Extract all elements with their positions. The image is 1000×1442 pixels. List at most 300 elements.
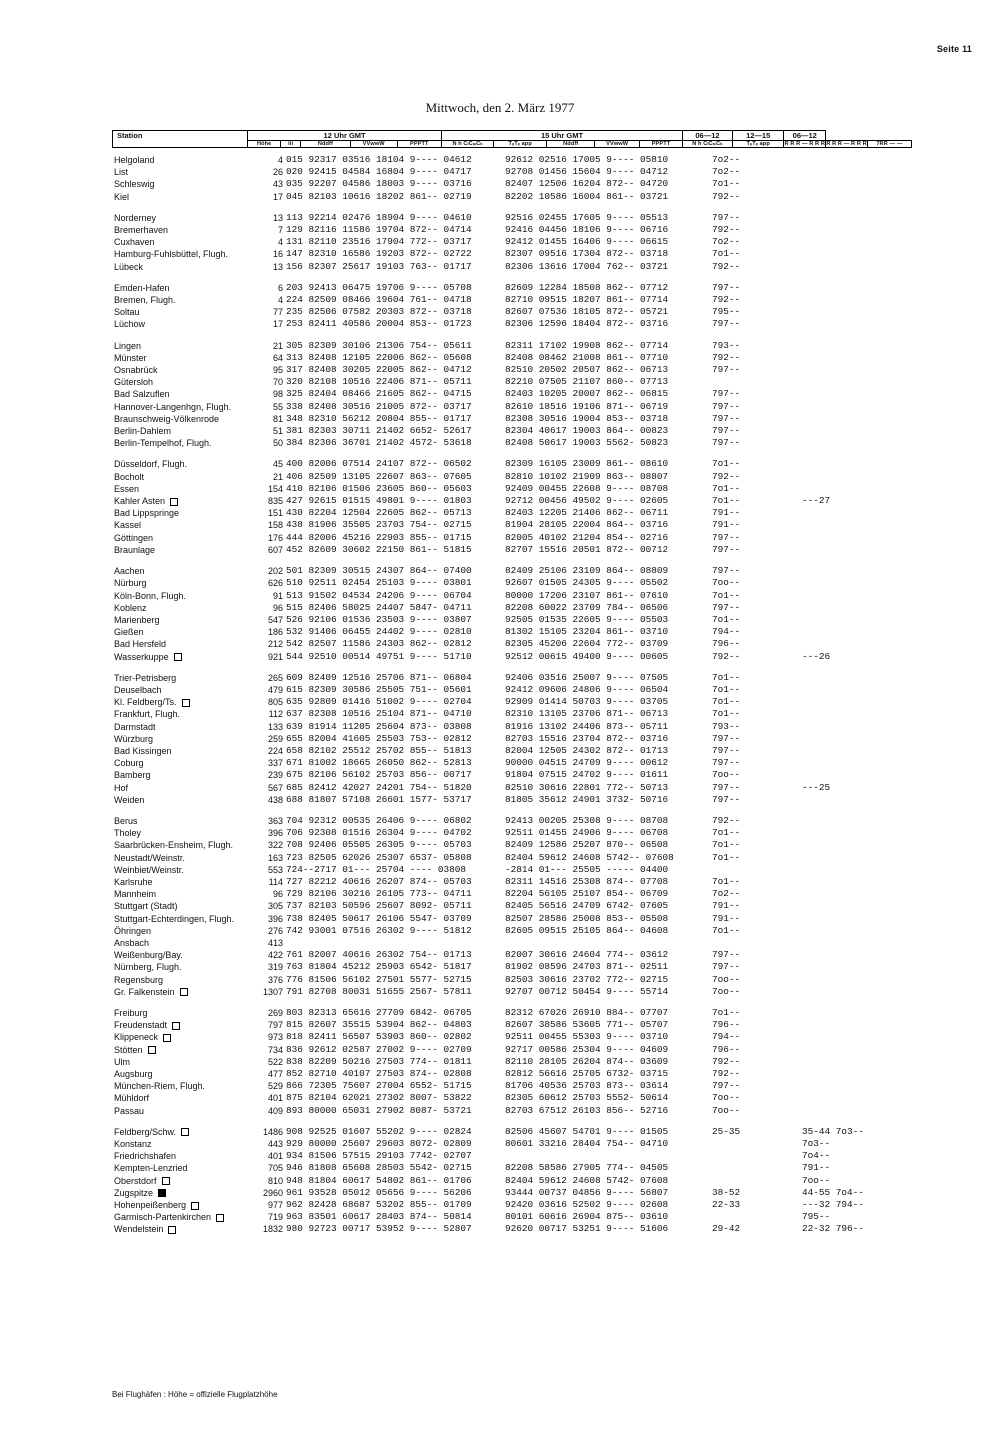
precipitation-code: 7o1-- xyxy=(712,924,741,936)
precipitation-code: 7oo-- xyxy=(712,973,741,985)
observation-15-utc: 92516 02455 17605 9---- 05513 xyxy=(505,211,669,223)
station-name: Soltau xyxy=(114,307,140,318)
table-row xyxy=(112,1175,912,1187)
station-name: Deuselbach xyxy=(114,684,162,695)
observation-12-utc: 763 81804 45212 25903 6542- 51817 xyxy=(286,961,472,973)
station-name: Freudenstadt xyxy=(112,1019,252,1031)
station-name: Emden-Hafen xyxy=(114,282,170,293)
observation-15-utc: 82408 50617 19003 5562- 50823 xyxy=(505,437,669,449)
station-name: Bad Kissingen xyxy=(114,745,172,756)
table-header xyxy=(112,130,912,148)
precipitation-code: 7o2-- xyxy=(712,166,741,178)
observation-12-utc: 658 82102 25512 25702 855-- 51813 xyxy=(286,744,472,756)
observation-15-utc: 82307 09516 17304 872-- 03718 xyxy=(505,248,669,260)
observation-15-utc: 92416 04456 18106 9---- 06716 xyxy=(505,224,669,236)
station-name: Lüchow xyxy=(114,319,146,330)
observation-15-utc: 82404 59612 24608 5742- 07608 xyxy=(505,1174,669,1186)
observation-15-utc: 82403 12205 21406 862-- 06711 xyxy=(505,507,669,519)
station-name: Helgoland xyxy=(114,155,155,165)
station-marker-icon xyxy=(172,1022,180,1030)
precipitation-code: 7oo-- xyxy=(712,577,741,589)
table-row xyxy=(112,294,912,306)
precipitation-code: 797-- xyxy=(712,601,741,613)
precipitation-code: 797-- xyxy=(712,543,741,555)
table-row xyxy=(112,827,912,839)
observation-12-utc: 727 82212 40616 26207 874-- 05703 xyxy=(286,875,472,887)
table-row xyxy=(112,1138,912,1150)
observation-15-utc: 82703 15516 23704 872-- 03716 xyxy=(505,732,669,744)
precipitation-code: 7o1-- xyxy=(712,708,741,720)
observation-12-utc: 655 82004 41605 25503 753-- 02812 xyxy=(286,732,472,744)
table-row xyxy=(112,154,912,166)
observation-12-utc: 776 81506 56102 27501 5577- 52715 xyxy=(286,973,472,985)
observation-15-utc: 82404 59612 24608 5742-- 07608 xyxy=(505,851,674,863)
observation-12-utc: 675 82106 56102 25703 856-- 00717 xyxy=(286,769,472,781)
station-name: Trier-Petrisberg xyxy=(114,672,177,683)
observation-15-utc: 82311 17102 19908 862-- 07714 xyxy=(505,339,669,351)
station-name: Bad Salzuflen xyxy=(114,389,170,400)
station-name: Wendelstein xyxy=(112,1223,252,1235)
table-row xyxy=(112,949,912,961)
observation-15-utc: 82810 10102 21909 863-- 08807 xyxy=(505,470,669,482)
table-row xyxy=(112,937,912,949)
table-row xyxy=(112,1150,912,1162)
observation-15-utc: 81706 40536 25703 873-- 03614 xyxy=(505,1080,669,1092)
precipitation-code: 793-- xyxy=(712,339,741,351)
precipitation-code: 797-- xyxy=(712,757,741,769)
observation-12-utc: 961 93528 05012 05656 9---- 56206 xyxy=(286,1186,472,1198)
station-group xyxy=(112,1007,912,1117)
station-altitude: 607 xyxy=(267,544,283,555)
observation-15-utc: 80000 17206 23107 861-- 07610 xyxy=(505,589,669,601)
precipitation-extra: 795-- xyxy=(802,1211,831,1223)
precipitation-code: 797-- xyxy=(712,412,741,424)
observation-12-utc: 253 82411 40586 20004 853-- 01723 xyxy=(286,318,472,330)
precipitation-code: 7o1-- xyxy=(712,178,741,190)
table-row xyxy=(112,769,912,781)
table-row xyxy=(112,437,912,449)
observation-12-utc: 742 93001 07516 26302 9---- 51812 xyxy=(286,924,472,936)
station-altitude: 77 xyxy=(272,307,283,318)
station-altitude: 21 xyxy=(272,471,283,482)
station-marker-icon xyxy=(158,1189,166,1197)
observation-12-utc: 908 92525 01607 55202 9---- 02824 xyxy=(286,1125,472,1137)
station-name: Göttingen xyxy=(114,532,154,543)
station-name: List xyxy=(114,167,129,178)
precipitation-extra: 44-55 7o4-- xyxy=(802,1186,864,1198)
table-row xyxy=(112,651,912,663)
precipitation-code: 7o1-- xyxy=(712,613,741,625)
station-altitude: 91 xyxy=(272,590,283,601)
table-row xyxy=(112,1162,912,1174)
precipitation-code: 7oo-- xyxy=(712,1092,741,1104)
precipitation-code: 7o1-- xyxy=(712,589,741,601)
station-name: Wasserkuppe xyxy=(112,651,252,663)
header-rr-1: R R R — R R R xyxy=(784,141,825,147)
precipitation-code: 7oo-- xyxy=(712,1104,741,1116)
station-altitude: 239 xyxy=(267,770,283,781)
station-altitude: 4 xyxy=(277,155,283,165)
table-row xyxy=(112,388,912,400)
observation-12-utc: 866 72305 75607 27004 6552- 51715 xyxy=(286,1080,472,1092)
observation-15-utc: 92511 00455 55303 9---- 03710 xyxy=(505,1031,669,1043)
station-name: Kahler Asten xyxy=(112,495,252,507)
observation-15-utc: 82409 12586 25207 870-- 06508 xyxy=(505,839,669,851)
precipitation-code: 792-- xyxy=(712,190,741,202)
precipitation-extra: ---27 xyxy=(802,495,831,507)
precipitation-code: 794-- xyxy=(712,1031,741,1043)
observation-12-utc: 875 82104 62021 27302 8007- 53822 xyxy=(286,1092,472,1104)
precipitation-code: 792-- xyxy=(712,224,741,236)
station-altitude: 51 xyxy=(272,426,283,437)
station-name: Ulm xyxy=(114,1056,130,1067)
station-altitude: 1832 xyxy=(262,1224,283,1235)
station-altitude: 13 xyxy=(272,261,283,272)
table-row xyxy=(112,1056,912,1068)
table-row xyxy=(112,212,912,224)
station-altitude: 4 xyxy=(277,237,283,248)
observation-15-utc: 82703 67512 26103 856-- 52716 xyxy=(505,1104,669,1116)
header-12-clouds: N h CₗCₘCₕ xyxy=(442,141,494,148)
station-altitude: 26 xyxy=(272,167,283,178)
table-row xyxy=(112,1092,912,1104)
station-name: Kl. Feldberg/Ts. xyxy=(112,696,252,708)
table-row xyxy=(112,672,912,684)
station-name: Cuxhaven xyxy=(114,237,155,248)
table-body xyxy=(112,154,912,1236)
station-altitude: 376 xyxy=(267,974,283,985)
station-name: Berus xyxy=(114,815,138,826)
precipitation-code: 797-- xyxy=(712,364,741,376)
station-altitude: 16 xyxy=(272,249,283,260)
observation-12-utc: 724--2717 01--- 25704 ---- 03808 xyxy=(286,863,467,875)
precipitation-code: 792-- xyxy=(712,294,741,306)
precipitation-code: 7o1-- xyxy=(712,671,741,683)
station-altitude: 396 xyxy=(267,828,283,839)
observation-15-utc: 92607 01505 24305 9---- 05502 xyxy=(505,577,669,589)
station-altitude: 973 xyxy=(267,1032,283,1043)
station-name: Berlin-Tempelhof, Flugh. xyxy=(114,438,212,449)
station-name: Feldberg/Schw. xyxy=(112,1126,252,1138)
observation-12-utc: 348 82310 56212 20804 855-- 01717 xyxy=(286,412,472,424)
observation-12-utc: 688 81807 57108 26601 1577- 53717 xyxy=(286,793,472,805)
table-row xyxy=(112,708,912,720)
station-altitude: 17 xyxy=(272,191,283,202)
station-name: Aachen xyxy=(114,566,145,577)
precipitation-code: 7o1-- xyxy=(712,1007,741,1018)
station-name: Garmisch-Partenkirchen xyxy=(112,1211,252,1223)
station-name: Regensburg xyxy=(114,974,164,985)
table-row xyxy=(112,839,912,851)
observation-12-utc: 501 82309 30515 24307 864-- 07400 xyxy=(286,565,472,577)
station-name: Braunlage xyxy=(114,544,156,555)
station-name: Gießen xyxy=(114,627,144,638)
station-altitude: 529 xyxy=(267,1081,283,1092)
precipitation-code: 797-- xyxy=(712,744,741,756)
precipitation-code: 792-- xyxy=(712,650,741,662)
precipitation-code: 7o1-- xyxy=(712,839,741,851)
observation-15-utc: 82304 40617 19003 864-- 00823 xyxy=(505,425,669,437)
precipitation-code: 7o1-- xyxy=(712,495,741,507)
observation-12-utc: 015 92317 03516 18104 9---- 04612 xyxy=(286,154,472,165)
precipitation-code: 797-- xyxy=(712,949,741,961)
observation-12-utc: 929 80000 25607 29603 8072- 02809 xyxy=(286,1138,472,1150)
observation-12-utc: 305 82309 30106 21306 754-- 05611 xyxy=(286,339,472,351)
station-altitude: 43 xyxy=(272,179,283,190)
precipitation-code: 7o1-- xyxy=(712,875,741,887)
observation-12-utc: 818 82411 56507 53903 860-- 02802 xyxy=(286,1031,472,1043)
observation-12-utc: 639 81914 11205 25604 873-- 03808 xyxy=(286,720,472,732)
station-marker-icon xyxy=(163,1034,171,1042)
station-altitude: 305 xyxy=(267,901,283,912)
table-row xyxy=(112,1105,912,1117)
observation-12-utc: 452 82609 30602 22150 861-- 51815 xyxy=(286,543,472,555)
station-altitude: 396 xyxy=(267,913,283,924)
observation-12-utc: 738 82405 50617 26106 5547- 03709 xyxy=(286,912,472,924)
precipitation-code: 796-- xyxy=(712,1019,741,1031)
header-hoehe: Höhe xyxy=(248,141,281,148)
station-name: Weißenburg/Bay. xyxy=(114,950,183,961)
observation-15-utc: 82305 60612 25703 5552- 50614 xyxy=(505,1092,669,1104)
observation-12-utc: 045 82103 10616 18202 861-- 02719 xyxy=(286,190,472,202)
header-col-06-12: 06—12 xyxy=(682,131,732,141)
observation-15-utc: 82309 16105 23009 861-- 08610 xyxy=(505,458,669,470)
header-12-vvwww: VVwwW xyxy=(350,141,397,148)
precipitation-code: 7o1-- xyxy=(712,482,741,494)
table-row xyxy=(112,815,912,827)
observation-12-utc: 438 81906 35505 23703 754-- 02715 xyxy=(286,519,472,531)
precipitation-code: 7oo-- xyxy=(712,769,741,781)
station-altitude: 322 xyxy=(267,840,283,851)
table-row xyxy=(112,696,912,708)
station-altitude: 176 xyxy=(267,532,283,543)
table-row xyxy=(112,602,912,614)
observation-12-utc: 946 81808 65608 28503 5542- 02715 xyxy=(286,1162,472,1174)
precipitation-code: 791-- xyxy=(712,912,741,924)
station-altitude: 163 xyxy=(267,852,283,863)
station-name: Nürnberg, Flugh. xyxy=(114,962,182,973)
station-name: Hamburg-Fuhlsbüttel, Flugh. xyxy=(114,249,229,260)
observation-15-utc: 81904 28105 22004 864-- 03716 xyxy=(505,519,669,531)
observation-12-utc: 384 82306 36701 21402 4572- 53618 xyxy=(286,437,472,449)
table-row xyxy=(112,282,912,294)
station-altitude: 797 xyxy=(267,1020,283,1031)
observation-15-utc: 82710 09515 18207 861-- 07714 xyxy=(505,294,669,306)
observation-15-utc: 80601 33216 28404 754-- 04710 xyxy=(505,1138,669,1150)
station-marker-icon xyxy=(216,1214,224,1222)
station-name: Hohenpeißenberg xyxy=(112,1199,252,1211)
precipitation-code: 797-- xyxy=(712,531,741,543)
observation-12-utc: 948 81804 60617 54802 861-- 01706 xyxy=(286,1174,472,1186)
observation-15-utc: 93444 00737 04856 9---- 56807 xyxy=(505,1186,669,1198)
table-row xyxy=(112,961,912,973)
table-row xyxy=(112,684,912,696)
precipitation-code: 25-35 xyxy=(712,1125,741,1137)
weather-table xyxy=(112,130,912,1245)
observation-15-utc: 82005 40102 21204 854-- 02716 xyxy=(505,531,669,543)
precipitation-code: 793-- xyxy=(712,720,741,732)
station-altitude: 567 xyxy=(267,782,283,793)
station-group xyxy=(112,565,912,663)
observation-12-utc: 203 92413 06475 19706 9---- 05708 xyxy=(286,281,472,293)
precipitation-extra: 791-- xyxy=(802,1162,831,1174)
station-name: Hof xyxy=(114,782,129,793)
observation-15-utc: 92420 03616 52502 9---- 02608 xyxy=(505,1199,669,1211)
table-row xyxy=(112,224,912,236)
station-name: Frankfurt, Flugh. xyxy=(114,709,181,720)
table-row xyxy=(112,306,912,318)
table-row xyxy=(112,1080,912,1092)
precipitation-code: 792-- xyxy=(712,1055,741,1067)
observation-12-utc: 542 82507 11586 24303 862-- 02812 xyxy=(286,638,472,650)
precipitation-code: 792-- xyxy=(712,260,741,272)
precipitation-code: 792-- xyxy=(712,351,741,363)
observation-15-utc: 92707 00712 50454 9---- 55714 xyxy=(505,985,669,997)
observation-15-utc: 82210 07505 21107 860-- 07713 xyxy=(505,376,669,388)
observation-15-utc: 92612 02516 17005 9---- 05810 xyxy=(505,154,669,165)
observation-12-utc: 526 92106 01536 23503 9---- 03807 xyxy=(286,613,472,625)
station-name: Braunschweig-Völkenrode xyxy=(114,413,220,424)
station-altitude: 98 xyxy=(272,389,283,400)
table-row xyxy=(112,248,912,260)
precipitation-extra: 35-44 7o3-- xyxy=(802,1125,864,1137)
station-group xyxy=(112,154,912,203)
observation-15-utc: 82510 30616 22801 772-- 50713 xyxy=(505,781,669,793)
station-name: Mühldorf xyxy=(114,1093,150,1104)
observation-12-utc: 708 92406 05505 26305 9---- 05703 xyxy=(286,839,472,851)
observation-15-utc: 82208 58586 27905 774-- 04505 xyxy=(505,1162,669,1174)
station-altitude: 186 xyxy=(267,627,283,638)
station-altitude: 705 xyxy=(267,1163,283,1174)
station-name: Münster xyxy=(114,352,147,363)
precipitation-code: 797-- xyxy=(712,793,741,805)
observation-15-utc: 82607 38586 53605 771-- 05707 xyxy=(505,1019,669,1031)
station-group xyxy=(112,815,912,998)
station-altitude: 114 xyxy=(268,876,283,887)
header-group-12: 12 Uhr GMT xyxy=(248,131,442,141)
header-iii: iii xyxy=(281,141,301,148)
header-15-ppptt: PPPTT xyxy=(640,141,683,148)
observation-15-utc: 92712 00456 49502 9---- 02605 xyxy=(505,495,669,507)
observation-15-utc: 82408 08462 21008 861-- 07710 xyxy=(505,351,669,363)
observation-12-utc: 963 83501 60617 28403 874-- 50814 xyxy=(286,1211,472,1223)
station-altitude: 265 xyxy=(267,672,283,683)
header-rr-2: R R R — R R R xyxy=(826,141,867,147)
header-12-temp: TₑTₑ app xyxy=(494,141,547,148)
table-row xyxy=(112,1223,912,1235)
table-row xyxy=(112,495,912,507)
station-name: Bad Lippspringe xyxy=(114,508,180,519)
observation-15-utc: 82310 13105 23706 871-- 06713 xyxy=(505,708,669,720)
precipitation-code: 7o1-- xyxy=(712,827,741,839)
station-altitude: 154 xyxy=(267,483,283,494)
observation-12-utc: 836 92612 02587 27002 9---- 02709 xyxy=(286,1043,472,1055)
station-group xyxy=(112,282,912,331)
observation-15-utc: 91804 07515 24702 9---- 01611 xyxy=(505,769,669,781)
table-row xyxy=(112,757,912,769)
station-altitude: 95 xyxy=(272,365,283,376)
observation-12-utc: 615 82309 30586 25505 751-- 05601 xyxy=(286,683,472,695)
precipitation-code: 797-- xyxy=(712,400,741,412)
precipitation-code: 797-- xyxy=(712,781,741,793)
station-altitude: 401 xyxy=(267,1093,283,1104)
station-altitude: 479 xyxy=(267,684,283,695)
station-name: Gr. Falkenstein xyxy=(112,986,252,998)
station-name: Bremerhaven xyxy=(114,225,169,236)
table-row xyxy=(112,458,912,470)
station-altitude: 70 xyxy=(272,377,283,388)
station-altitude: 363 xyxy=(267,815,283,826)
station-name: Norderney xyxy=(114,212,157,223)
observation-12-utc: 980 92723 00717 53952 9---- 52807 xyxy=(286,1223,472,1235)
table-row xyxy=(112,1126,912,1138)
observation-12-utc: 325 82404 08466 21605 862-- 04715 xyxy=(286,388,472,400)
observation-12-utc: 791 82708 80031 51655 2567- 57811 xyxy=(286,985,472,997)
station-altitude: 202 xyxy=(267,566,283,577)
station-altitude: 805 xyxy=(267,697,283,708)
station-name: Stuttgart-Echterdingen, Flugh. xyxy=(114,913,235,924)
station-altitude: 547 xyxy=(267,614,283,625)
station-name: Freiburg xyxy=(114,1008,148,1018)
precipitation-code: 797-- xyxy=(712,318,741,330)
station-altitude: 269 xyxy=(267,1008,283,1018)
precipitation-code: 7o1-- xyxy=(712,851,741,863)
precipitation-code: 797-- xyxy=(712,425,741,437)
precipitation-code: 792-- xyxy=(712,1068,741,1080)
table-row xyxy=(112,794,912,806)
observation-12-utc: 635 92809 01416 51002 9---- 02704 xyxy=(286,696,472,708)
observation-15-utc: 92620 00717 53251 9---- 51606 xyxy=(505,1223,669,1235)
station-altitude: 422 xyxy=(267,950,283,961)
observation-12-utc: 803 82313 65616 27709 6842- 06705 xyxy=(286,1007,472,1018)
precipitation-code: 797-- xyxy=(712,281,741,293)
station-altitude: 276 xyxy=(267,925,283,936)
station-altitude: 55 xyxy=(272,401,283,412)
table-row xyxy=(112,483,912,495)
station-altitude: 810 xyxy=(267,1175,283,1186)
station-altitude: 337 xyxy=(267,758,283,769)
precipitation-code: 797-- xyxy=(712,388,741,400)
table-row xyxy=(112,1187,912,1199)
station-name: Kiel xyxy=(114,191,130,202)
station-altitude: 719 xyxy=(267,1212,283,1223)
station-name: Marienberg xyxy=(114,614,160,625)
station-name: Oberstdorf xyxy=(112,1175,252,1187)
header-col-12-15: 12—15 xyxy=(733,131,784,141)
observation-15-utc: 82004 12505 24302 872-- 01713 xyxy=(505,744,669,756)
observation-15-utc: 82403 10205 20007 862-- 06815 xyxy=(505,388,669,400)
station-altitude: 21 xyxy=(272,340,283,351)
table-row xyxy=(112,782,912,794)
observation-12-utc: 706 92308 01516 26304 9---- 04702 xyxy=(286,827,472,839)
observation-15-utc: 92412 09606 24806 9---- 06504 xyxy=(505,683,669,695)
footnote: Bei Flughäfen : Höhe = offizielle Flugplatzhöhe xyxy=(112,1390,278,1399)
precipitation-code: 792-- xyxy=(712,814,741,826)
observation-15-utc: 92512 00615 49400 9---- 00605 xyxy=(505,650,669,662)
observation-12-utc: 761 82007 40616 26302 754-- 01713 xyxy=(286,949,472,961)
station-marker-icon xyxy=(170,498,178,506)
station-altitude: 17 xyxy=(272,319,283,330)
station-marker-icon xyxy=(168,1226,176,1234)
station-marker-icon xyxy=(148,1046,156,1054)
precipitation-code: 797-- xyxy=(712,437,741,449)
observation-15-utc: 92406 03516 25007 9---- 07505 xyxy=(505,671,669,683)
station-altitude: 835 xyxy=(267,496,283,507)
station-altitude: 734 xyxy=(267,1044,283,1055)
station-group xyxy=(112,458,912,556)
table-row xyxy=(112,1044,912,1056)
table-header-row-top xyxy=(113,131,912,141)
